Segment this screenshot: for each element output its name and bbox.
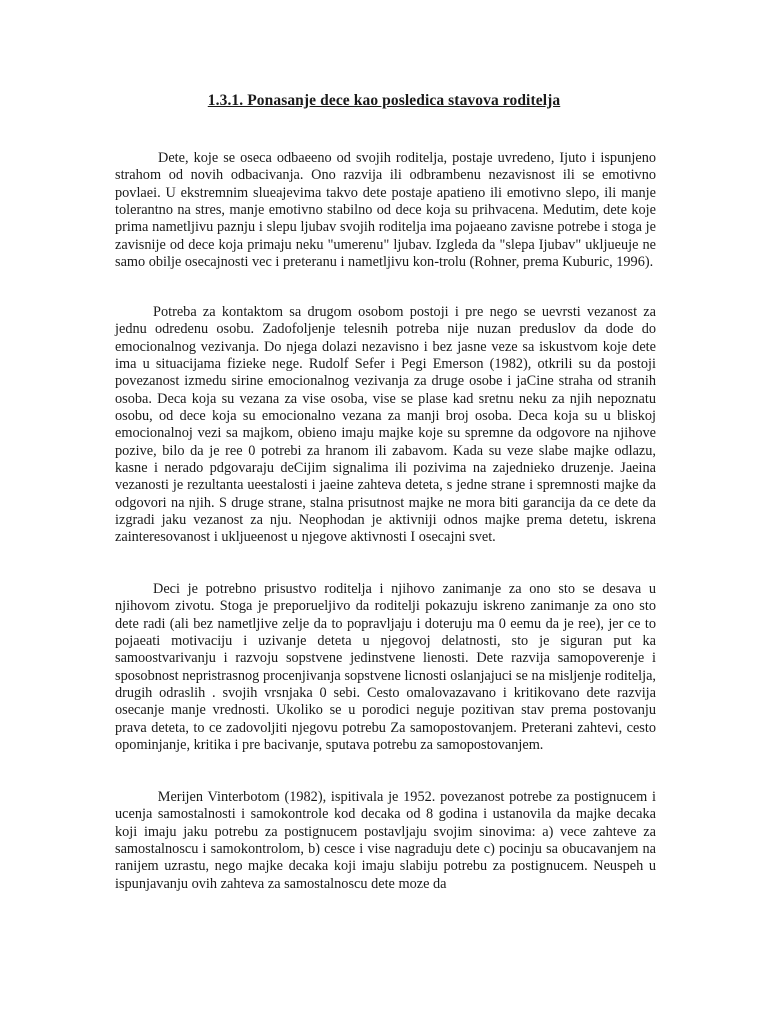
paragraph-1-text: Dete, koje se oseca odbaeeno od svojih roditelja, postaje uvredeno, Ijuto i ispunjeno strahom od novih odbacivanja. Ono razvija ili odbrambenu nezavisnost ili se emotivno povlaei. U ekstremnim slueajevima takvo dete postaje apatieno ili emotivno slepo, ili manje tolerantno na stres, manje emotivno stabilno od dece koja su prihvacena. Medutim, dete koje prima nametljivu paznju i slepu ljubav svojih roditelja ima pojaeano zavisne potrebe i stoga je zavisnije od dece koja primaju neku "umerenu" ljubav. Izgleda da "slepa Ijubav" ukljueuje ne samo obilje osecajnosti vec i preteranu i nametljivu kon-trolu (Rohner, prema Kuburic, 1996). <box>115 150 656 271</box>
paragraph-2-text: Potreba za kontaktom sa drugom osobom postoji i pre nego se uevrsti vezanost za jednu odredenu osobu. Zadofoljenje telesnih potreba nije nuzan preduslov da dode do emocionalnog vezivanja. Do njega dolazi nezavisno i bez jasne veze sa iskustvom koje dete ima u situacijama fizieke nege. Rudolf Sefer i Pegi Emerson (1982), otkrili su da postoji povezanost izmedu sirine emocionalnog vezivanja za druge osobe i jaCine straha od stranih osoba. Deca koja su vezana za vise osoba, vise se plase kad sretnu neku za njih nepoznatu osobu, od dece koja su emocionalno vezana za manji broj osoba. Deca koja su u bliskoj emocionalnoj vezi sa majkom, obieno imaju majke koje su spremne da odgovore na njihove pozive, bilo da je ree 0 potrebi za hranom ili zabavom. Kada su veze slabe majke odlazu, kasne i nerado pdgovaraju deCijim signalima ili pozivima na zajednieko druzenje. Jaeina vezanosti je rezultanta ueestalosti i jaeine zahteva deteta, s jedne strane i spremnosti majke da odgovori na njih. S druge strane, stalna prisutnost majke ne mora biti garancija da ce dete da izgradi jaku vezanost za nju. Neophodan je aktivniji odnos majke prema detetu, iskrena zainteresovanost i ukljueenost u njegove aktivnosti I osecajni svet. <box>115 304 656 546</box>
paragraph-4 <box>115 789 656 893</box>
paragraph-3 <box>115 581 656 754</box>
paragraph-2 <box>115 304 656 547</box>
paragraph-3-text: Deci je potrebno prisustvo roditelja i njihovo zanimanje za ono sto se desava u njihovom zivotu. Stoga je preporueljivo da roditelji pokazuju iskreno zanimanje za ono sto dete radi (ali bez nametljive zelje da to popravljaju i doteruju ma 0 eemu da je ree), jer ce to pojaeati motivaciju i uzivanje deteta u njegovoj delatnosti, sto je siguran put ka samoostvarivanju i razvoju sopstvene jedinstvene lienosti. Dete razvija samopoverenje i sposobnost nepristrasnog procenjivanja sopstvene licnosti oslanjajuci se na misljenje roditelja, drugih odraslih . svojih vrsnjaka 0 sebi. Cesto omalovazavano i kritikovano dete razvija osecanje manje vrednosti. Ukoliko se u porodici neguje pozitivan stav prema postovanju prava deteta, to ce zadovoljiti njegovu potrebu Za samopostovanjem. Preterani zahtevi, cesto opominjanje, kritika i pre bacivanje, sputava potrebu za samopostovanjem. <box>115 581 656 754</box>
section-heading: 1.3.1. Ponasanje dece kao posledica stavova roditelja <box>207 92 561 109</box>
paragraph-4-text: Merijen Vinterbotom (1982), ispitivala je 1952. povezanost potrebe za postignucem i ucenja samostalnosti i samokontrole kod decaka od 8 godina i ustanovila da majke decaka koji imaju jaku potrebu za postignucem postavljaju svojim sinovima: a) vece zahteve za samostalnoscu i samokontrolom, b) cesce i vise nagraduju dete c) pocinju sa obucavanjem na ranijem uzrastu, nego majke decaka koji imaju slabiju potrebu za postignucem. Neuspeh u ispunjavanju ovih zahteva za samostalnoscu dete moze da <box>115 789 656 892</box>
paragraph-1 <box>115 150 656 271</box>
